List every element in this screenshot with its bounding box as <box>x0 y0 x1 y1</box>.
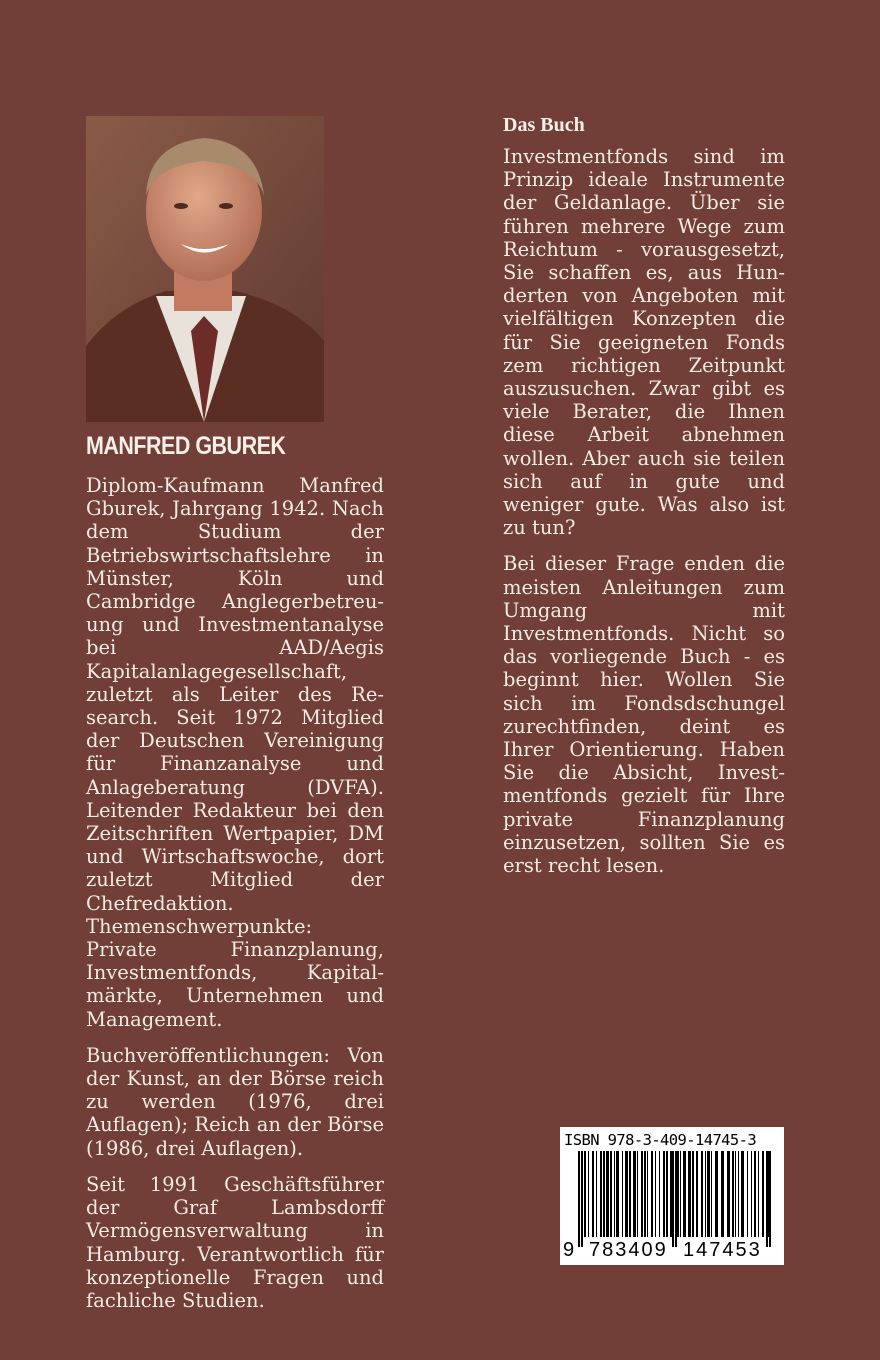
barcode-bar <box>701 1151 703 1237</box>
barcode-bar <box>762 1151 764 1237</box>
isbn-number: ISBN 978-3-409-14745-3 <box>564 1131 757 1149</box>
barcode-digit-first: 9 <box>563 1239 575 1261</box>
book-heading: Das Buch <box>503 114 585 136</box>
barcode-bar <box>603 1151 605 1237</box>
barcode-guard-bar <box>675 1151 677 1247</box>
barcode-bar <box>655 1151 656 1237</box>
barcode-bar <box>721 1151 724 1237</box>
author-photo <box>86 116 324 422</box>
barcode-bar <box>651 1151 653 1237</box>
barcode-guard-bar <box>672 1151 674 1247</box>
barcode-bar <box>677 1151 679 1237</box>
isbn-barcode <box>560 1127 784 1265</box>
bio-paragraph: Buchveröffentlichungen: Von der Kunst, an der Börse reich zu werden (1976, drei Auflagen); Reich an der Börse (1986, drei Auflagen). <box>86 1043 384 1160</box>
barcode-bar <box>633 1151 636 1237</box>
barcode-bar <box>622 1151 623 1237</box>
barcode-guard-bar <box>581 1151 583 1247</box>
barcode-bar <box>647 1151 648 1237</box>
barcode-guard-bar <box>769 1151 771 1247</box>
barcode-bar <box>751 1151 752 1237</box>
author-portrait-image <box>86 116 324 422</box>
barcode-bar <box>596 1151 597 1237</box>
barcode-bar <box>659 1151 660 1237</box>
book-description <box>503 145 785 890</box>
barcode-bar <box>666 1151 668 1237</box>
barcode-bar <box>644 1151 646 1237</box>
barcode-bar <box>741 1151 744 1237</box>
barcode-bar <box>705 1151 706 1237</box>
barcode-bar <box>727 1151 730 1237</box>
barcode-bars <box>564 1151 780 1249</box>
barcode-bar <box>625 1151 628 1237</box>
barcode-digits-right: 147453 <box>683 1239 762 1261</box>
description-paragraph: Investmentfonds sind im Prinzip ideale Instrumente der Geldanlage. Über sie führen mehrere Wege zum Reichtum - vorausgesetzt, Sie schaffen es, aus Hunderten von Angeboten mit vielfältigen Konzepten die für Sie geeigneten Fonds zem richtigen Zeitpunkt auszusuchen. Zwar gibt es viele Berater, die Ihnen diese Arbeit abnehmen wollen. Aber auch sie teilen sich auf in gute und weniger gute. Was also ist zu tun? <box>503 145 785 540</box>
barcode-bar <box>614 1151 615 1237</box>
barcode-bar <box>688 1151 691 1237</box>
barcode-bar <box>738 1151 739 1237</box>
barcode-bar <box>637 1151 638 1237</box>
barcode-bar <box>600 1151 602 1237</box>
author-bio <box>86 474 384 1325</box>
author-name: MANFRED GBUREK <box>86 432 286 460</box>
barcode-bar <box>696 1151 698 1237</box>
barcode-bar <box>754 1151 756 1237</box>
barcode-guard-bar <box>766 1151 768 1247</box>
barcode-bar <box>592 1151 594 1237</box>
bio-paragraph: Seit 1991 Geschäftsführer der Graf Lambsdorff Vermögensverwaltung in Hamburg. Verantwortlich für konzeptionelle Fragen und fachliche Studien. <box>86 1172 384 1312</box>
barcode-bar <box>641 1151 643 1237</box>
bio-paragraph: Diplom-Kaufmann Manfred Gburek, Jahrgang 1942. Nach dem Studium der Betriebswirtschaftslehre in Münster, Köln und Cambridge Anglegerbetreuung und Investmentanalyse bei AAD/Aegis Kapitalanlagegesellschaft, zuletzt als Leiter des Research. Seit 1972 Mitglied der Deutschen Vereinigung für Finanzanalyse und Anlageberatung (DVFA). Leitender Redakteur bei den Zeitschriften Wertpapier, DM und Wirtschaftswoche, dort zuletzt Mitglied der Chefredaktion. Themenschwerpunkte: Private Finanzplanung, Investmentfonds, Kapitalmärkte, Unternehmen und Management. <box>86 474 384 1031</box>
barcode-digits-left: 783409 <box>589 1239 668 1261</box>
barcode-bar <box>732 1151 734 1237</box>
barcode-bar <box>758 1151 759 1237</box>
barcode-bar <box>680 1151 681 1237</box>
barcode-bar <box>707 1151 710 1237</box>
barcode-bar <box>747 1151 748 1237</box>
barcode-bar <box>588 1151 589 1237</box>
barcode-bar <box>610 1151 612 1237</box>
barcode-bar <box>711 1151 712 1237</box>
barcode-bar <box>616 1151 619 1237</box>
barcode-bar <box>584 1151 586 1237</box>
description-paragraph: Bei dieser Frage enden die meisten Anleitungen zum Umgang mit Investmentfonds. Nicht so das vorliegende Buch - es beginnt hier. Wollen Sie sich im Fondsdschungel zurechtfinden, deint es Ihrer Orientierung. Haben Sie die Absicht, Investmentfonds gezielt für Ihre private Finanzplanung einzusetzen, sollten Sie es erst recht lesen. <box>503 552 785 878</box>
barcode-digits <box>560 1239 784 1263</box>
barcode-bar <box>606 1151 609 1237</box>
barcode-bar <box>715 1151 718 1237</box>
barcode-guard-bar <box>578 1151 580 1247</box>
barcode-bar <box>663 1151 665 1237</box>
barcode-bar <box>692 1151 694 1237</box>
barcode-bar <box>735 1151 736 1237</box>
barcode-bar <box>683 1151 686 1237</box>
barcode-bar <box>629 1151 631 1237</box>
